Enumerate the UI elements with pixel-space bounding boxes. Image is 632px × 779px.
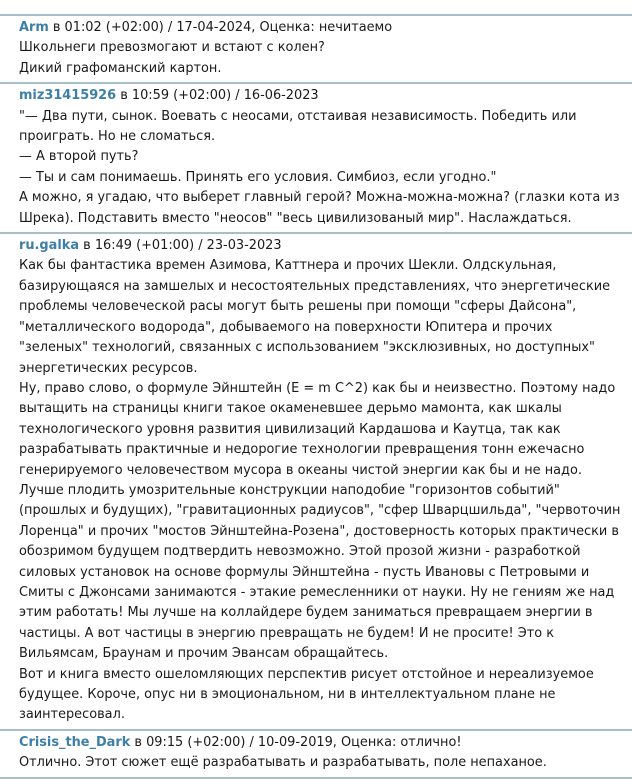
- comment-author-link[interactable]: miz31415926: [19, 88, 117, 104]
- comment: [0, 232, 632, 729]
- comment-meta: в 16:49 (+01:00) / 23-03-2023: [79, 238, 282, 254]
- comment-header: [19, 18, 622, 38]
- comment-text-line: Отлично. Этот сюжет ещё разрабатывать и разрабатывать, поле непаханое.: [19, 755, 547, 771]
- comment: [0, 82, 632, 232]
- comment-meta: в 09:15 (+02:00) / 10-09-2019, Оценка: отлично!: [130, 734, 462, 750]
- comment-header: [19, 236, 622, 256]
- comment-header: [19, 86, 622, 106]
- comment-author-link[interactable]: Crisis_the_Dark: [19, 734, 131, 750]
- comment-header: [19, 733, 622, 753]
- comment: [0, 729, 632, 779]
- comment-text-line: "— Два пути, сынок. Воевать с неосами, отстаивая независимость. Победить или проиграть. Но не сломаться.: [19, 108, 577, 145]
- comment-author-link[interactable]: ru.galka: [19, 238, 80, 254]
- comment-text-line: Дикий графоманский картон.: [19, 60, 222, 76]
- comment-text-line: Как бы фантастика времен Азимова, Каттнера и прочих Шекли. Олдскульная, базирующаяся на замшелых и несостоятельных представлениях, что энергетические проблемы человеческой расы могут быть решены при помощи "сферы Дайсона", "металлического водорода", добываемого на поверхности Юпитера и прочих "зеленых" технологий, связанных с использованием "эксклюзивных, но доступных" энергетических ресурсов.: [19, 258, 611, 376]
- comment-text-line: Школьнеги превозмогают и встают с колен?: [19, 40, 325, 56]
- comment-meta: в 10:59 (+02:00) / 16-06-2023: [116, 88, 319, 104]
- comment-text-line: А можно, я угадаю, что выберет главный герой? Можна-можна-можна? (глазки кота из Шрека). Подставить вместо "неосов" "весь цивилизованый мир". Наслаждаться.: [19, 190, 620, 226]
- comment-text-line: — Ты и сам понимаешь. Принять его условия. Симбиоз, если угодно.": [19, 169, 497, 185]
- comment-author-link[interactable]: Arm: [19, 20, 49, 35]
- comment-text-line: Вот и книга вместо ошеломляющих перспектив рисует отстойное и нереализуемое будущее. Короче, опус ни в эмоциональном, ни в интеллектуальном плане не заинтересовал.: [19, 666, 594, 723]
- comment-meta: в 01:02 (+02:00) / 17-04-2024, Оценка: нечитаемо: [48, 20, 393, 35]
- comment: [0, 14, 632, 82]
- comment-text-line: Ну, право слово, о формуле Эйнштейн (E = m C^2) как бы и неизвестно. Поэтому надо вытащить на страницы книги такое окаменевшее дерьмо мамонта, как шкалы технологического уровня развития цивилизаций Кардашова и Каутца, так как разрабатывать практичные и недорогие технологии превращения тонн ежечасно генерируемого человечеством мусора в океаны чистой энергии как бы и не надо. Лучше плодить умозрительные конструкции наподобие "горизонтов событий" (прошлых и будущих), "гравитационных радиусов", "сфер Шварцшильда", "червоточин Лоренца" и прочих "мостов Эйнштейна-Розена", достоверность которых практически в обозримом будущем подтвердить невозможно. Этой прозой жизни - разработкой силовых установок на основе формулы Эйнштейна - пусть Ивановы с Петровыми и Смиты с Джонсами занимаются - этакие ремесленники от науки. Ну не гениям же над этим работать! Мы лучше на коллайдере будем заниматься превращаем энергии в частицы. А вот частицы в энергию превращать не будем! И не просите! Это к Вильямсам, Браунам и прочим Эвансам обращайтесь.: [19, 380, 621, 662]
- comment-text-line: — А второй путь?: [19, 149, 139, 165]
